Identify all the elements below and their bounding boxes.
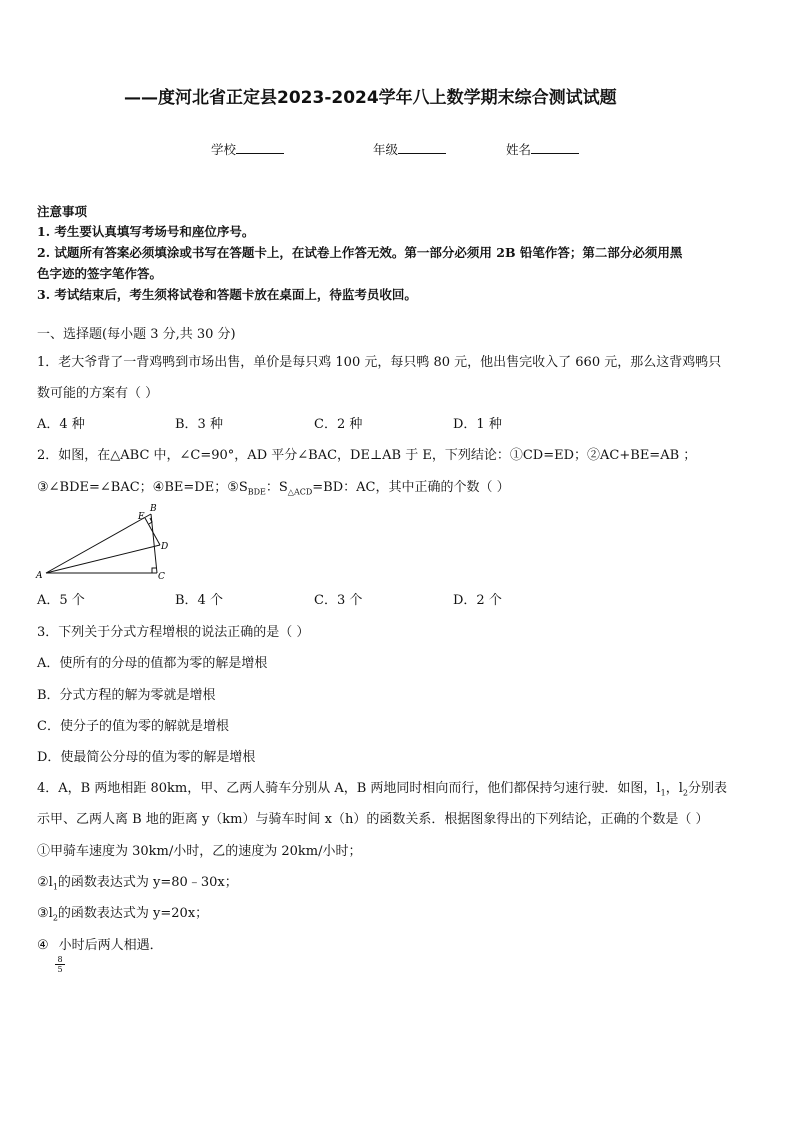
notes-item-1: 1. 考生要认真填写考场号和座位序号。 [37,224,255,239]
q4-line-1-part-b: ，l [665,781,683,796]
q4-statement-4 [37,937,163,955]
q2-sub-acd: △ACD [287,487,313,497]
notes-item-2-line-1: 2. 试题所有答案必须填涂或书写在答题卡上，在试卷上作答无效。第一部分必须用 2B 铅笔作答；第二部分必须用黑 [37,245,683,260]
q2-line-2-part-b: ：S [265,480,288,495]
q4-line-1-part-c: 分别表 [687,781,727,796]
q4-s2-part-a: ②l [37,875,53,890]
q4-s2-sub: 1 [52,882,58,892]
q2-stem-line-2 [37,479,510,502]
triangle-figure [34,503,174,583]
label-c: C [158,572,165,582]
school-field[interactable] [211,141,284,159]
q1-option-c[interactable]: C．2 种 [314,417,363,432]
q2-stem-line-1: 2．如图，在△ABC 中，∠C=90°，AD 平分∠BAC，DE⊥AB 于 E，下列结论：①CD=ED；②AC+BE=AB ； [37,448,697,463]
name-label: 姓名 [506,142,532,157]
q3-stem: 3．下列关于分式方程增根的说法正确的是（ ） [37,625,310,640]
q3-option-d[interactable]: D．使最简公分母的值为零的解是增根 [37,750,256,765]
q4-stem-line-1 [37,780,727,803]
notes-item-2-line-2: 色字迹的签字笔作答。 [37,266,163,281]
q4-line-1-part-a: 4．A，B 两地相距 80km，甲、乙两人骑车分别从 A，B 两地同时相向而行，他们都保持匀速行驶．如图，l [37,781,661,796]
label-e: E [138,512,145,522]
segment-bc [151,514,157,573]
grade-field[interactable] [373,141,446,159]
q2-sub-bde: BDE [247,487,266,497]
q4-s2-part-b: 的函数表达式为 y=80﹣30x； [57,875,238,890]
q1-option-a[interactable]: A．4 种 [37,417,85,432]
q4-statement-2 [37,874,238,897]
q4-sub-1: 1 [660,788,666,798]
fraction-denominator: 5 [55,964,65,974]
label-a: A [36,571,43,581]
q2-line-2-part-a: ③∠BDE=∠BAC；④BE=DE；⑤S [37,480,248,495]
name-blank[interactable] [531,141,579,154]
q4-s3-sub: 2 [52,913,58,923]
q1-stem-line-2: 数可能的方案有（ ） [37,386,159,401]
q3-option-a[interactable]: A．使所有的分母的值都为零的解是增根 [37,656,268,671]
school-label: 学校 [211,142,237,157]
q1-option-b[interactable]: B．3 种 [175,417,223,432]
q3-option-b[interactable]: B．分式方程的解为零就是增根 [37,688,216,703]
label-b: B [150,504,157,514]
school-blank[interactable] [236,141,284,154]
q4-s3-part-a: ③l [37,906,53,921]
section-heading: 一、选择题(每小题 3 分,共 30 分) [37,327,236,342]
segment-ab [46,514,151,573]
q4-sub-2: 2 [682,788,688,798]
q3-option-c[interactable]: C．使分子的值为零的解就是增根 [37,719,229,734]
page-title: ——度河北省正定县2023-2024学年八上数学期末综合测试试题 [124,88,617,108]
q2-option-d[interactable]: D．2 个 [453,593,502,608]
name-field[interactable] [506,141,579,159]
fraction-numerator: 8 [57,955,63,964]
q4-stem-line-2: 示甲、乙两人离 B 地的距离 y（km）与骑车时间 x（h）的函数关系．根据图象得出的下列结论，正确的个数是（ ） [37,812,709,827]
q1-option-d[interactable]: D．1 种 [453,417,502,432]
q4-statement-3 [37,905,208,928]
q4-statement-1: ①甲骑车速度为 30km/小时，乙的速度为 20km/小时； [37,844,362,859]
grade-blank[interactable] [398,141,446,154]
q2-option-a[interactable]: A．5 个 [37,593,85,608]
notes-item-3: 3. 考试结束后，考生须将试卷和答题卡放在桌面上，待监考员收回。 [37,287,417,302]
q2-option-b[interactable]: B．4 个 [175,593,223,608]
label-d: D [161,542,169,552]
q2-option-c[interactable]: C．3 个 [314,593,363,608]
q4-s3-part-b: 的函数表达式为 y=20x； [57,906,209,921]
grade-label: 年级 [373,142,399,157]
q4-s4-part-a: ④ [37,938,49,953]
notes-heading: 注意事项 [37,204,88,219]
q2-line-2-part-c: =BD：AC，其中正确的个数（ ） [312,480,510,495]
q1-stem-line-1: 1．老大爷背了一背鸡鸭到市场出售，单价是每只鸡 100 元，每只鸭 80 元，他出售完收入了 660 元，那么这背鸡鸭只 [37,355,722,370]
q4-s4-part-b: 小时后两人相遇． [58,938,163,953]
fraction-8-5 [55,955,65,974]
segment-ad [46,545,160,573]
